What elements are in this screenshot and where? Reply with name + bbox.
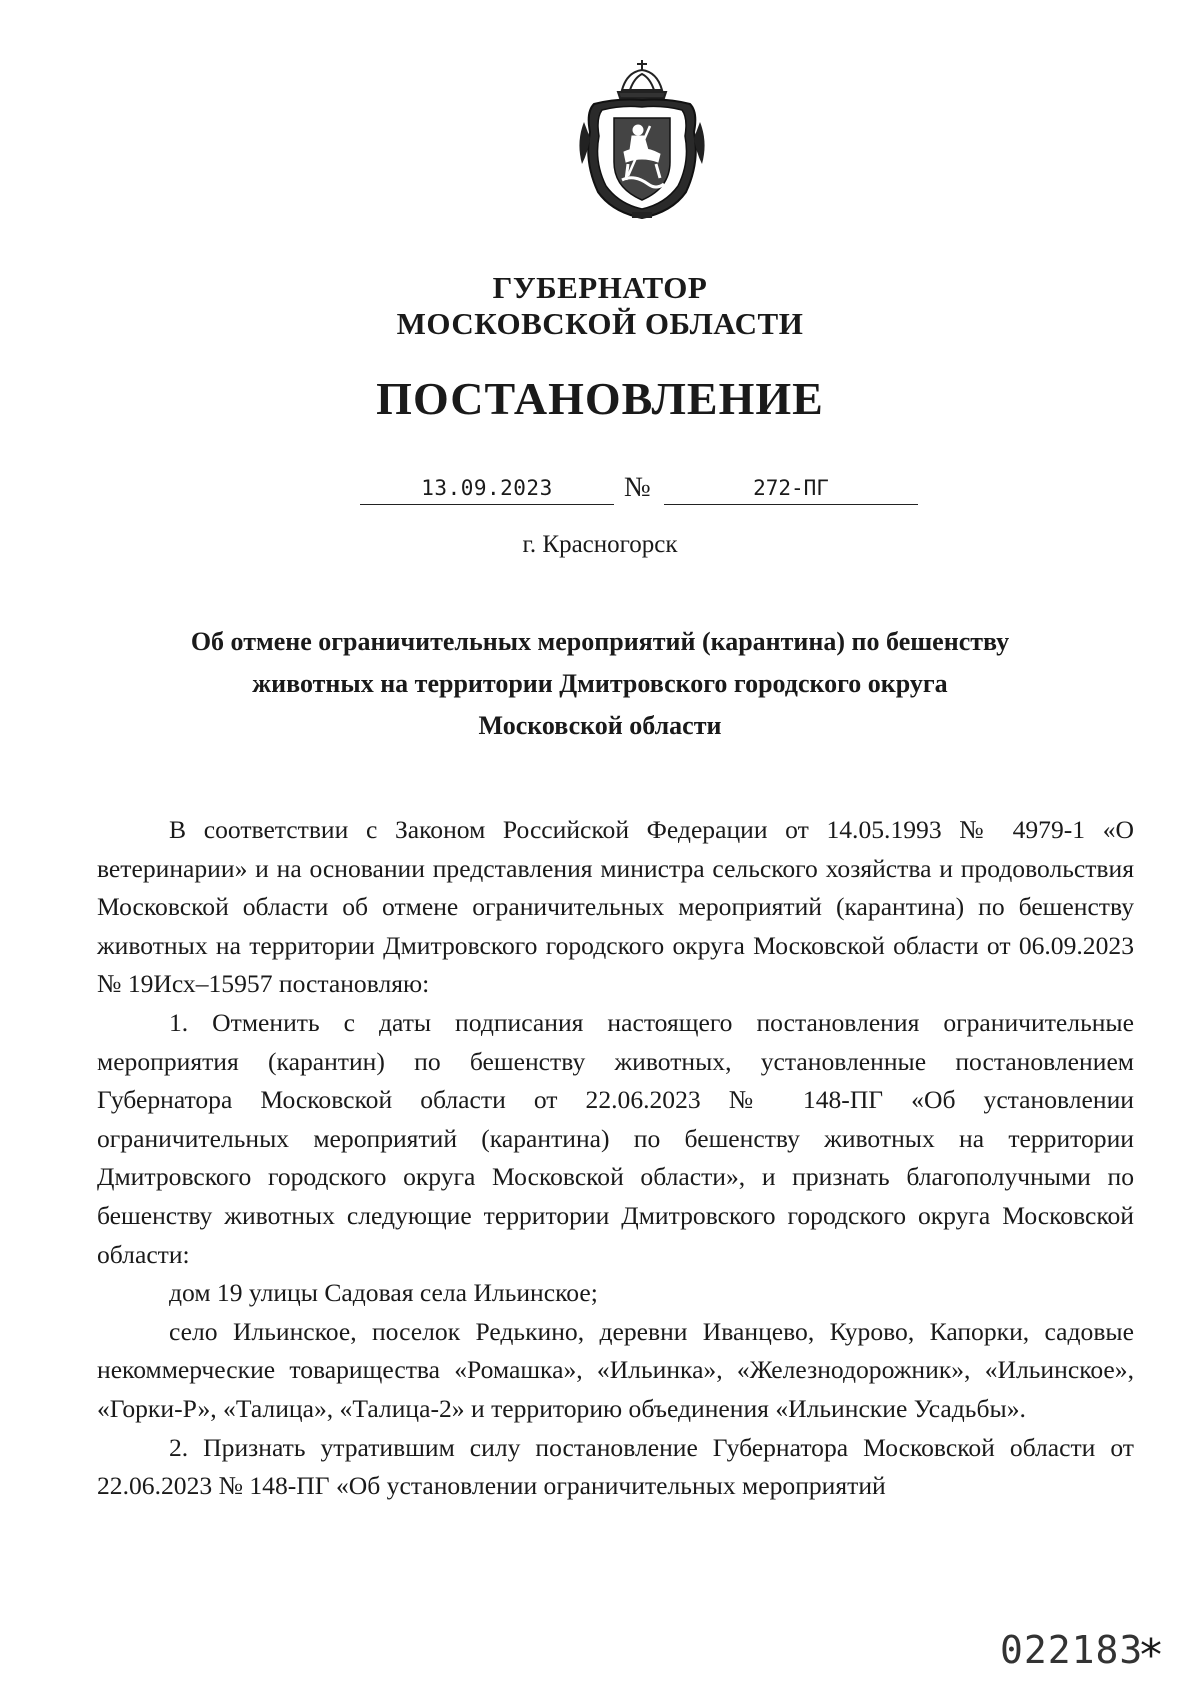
body-paragraph-territory-2: село Ильинское, поселок Редькино, деревни Иванцево, Курово, Капорки, садовые некоммерческие товарищества «Ромашка», «Ильинка», «Железнодорожник», «Ильинское», «Горки-Р», «Талица», «Талица-2» и территорию объединения «Ильинские Усадьбы». xyxy=(97,1316,1134,1423)
issuer-line-1: ГУБЕРНАТОР xyxy=(492,270,708,305)
body-paragraph-item-1: 1. Отменить с даты подписания настоящего постановления ограничительные мероприятия (карантин) по бешенству животных, установленные постановлением Губернатора Московской области от 22.06.2023 № 148-ПГ «Об установлении ограничительных мероприятий (карантина) по бешенству животных на территории Дмитровского городского округа Московской области», и признать благополучными по бешенству животных следующие территории Дмитровского городского округа Московской области: xyxy=(97,1007,1134,1269)
coat-of-arms-icon xyxy=(572,52,712,222)
document-date: 13.09.2023 xyxy=(360,476,614,505)
issue-city: г. Красногорск xyxy=(522,531,678,558)
serial-number: 022183 xyxy=(1000,1628,1144,1672)
subject-line: Московской области xyxy=(478,711,722,740)
body-paragraph-preamble: В соответствии с Законом Российской Федерации от 14.05.1993 № 4979-1 «О ветеринарии» и на основании представления министра сельского хозяйства и продовольствия Московской области об отмене ограничительных мероприятий (карантина) по бешенству животных на территории Дмитровского городского округа Московской области от 06.09.2023 № 19Исх–15957 постановляю: xyxy=(97,815,1134,999)
asterisk-mark: * xyxy=(1140,1630,1162,1681)
number-sign: № xyxy=(624,472,651,503)
subject-heading xyxy=(140,621,1060,747)
body-paragraph-territory-1: дом 19 улицы Садовая села Ильинское; xyxy=(169,1278,598,1308)
document-type-title: ПОСТАНОВЛЕНИЕ xyxy=(376,373,824,424)
subject-line: животных на территории Дмитровского городского округа xyxy=(252,669,948,698)
issuer-line-2: МОСКОВСКОЙ ОБЛАСТИ xyxy=(396,306,804,341)
document-number: 272-ПГ xyxy=(664,476,918,505)
date-number-line xyxy=(0,472,1200,508)
body-paragraph-item-2: 2. Признать утратившим силу постановление Губернатора Московской области от 22.06.2023 № 148-ПГ «Об установлении ограничительных мероприятий xyxy=(97,1432,1134,1501)
document-body xyxy=(97,811,1134,1506)
subject-line: Об отмене ограничительных мероприятий (карантина) по бешенству xyxy=(190,627,1010,656)
